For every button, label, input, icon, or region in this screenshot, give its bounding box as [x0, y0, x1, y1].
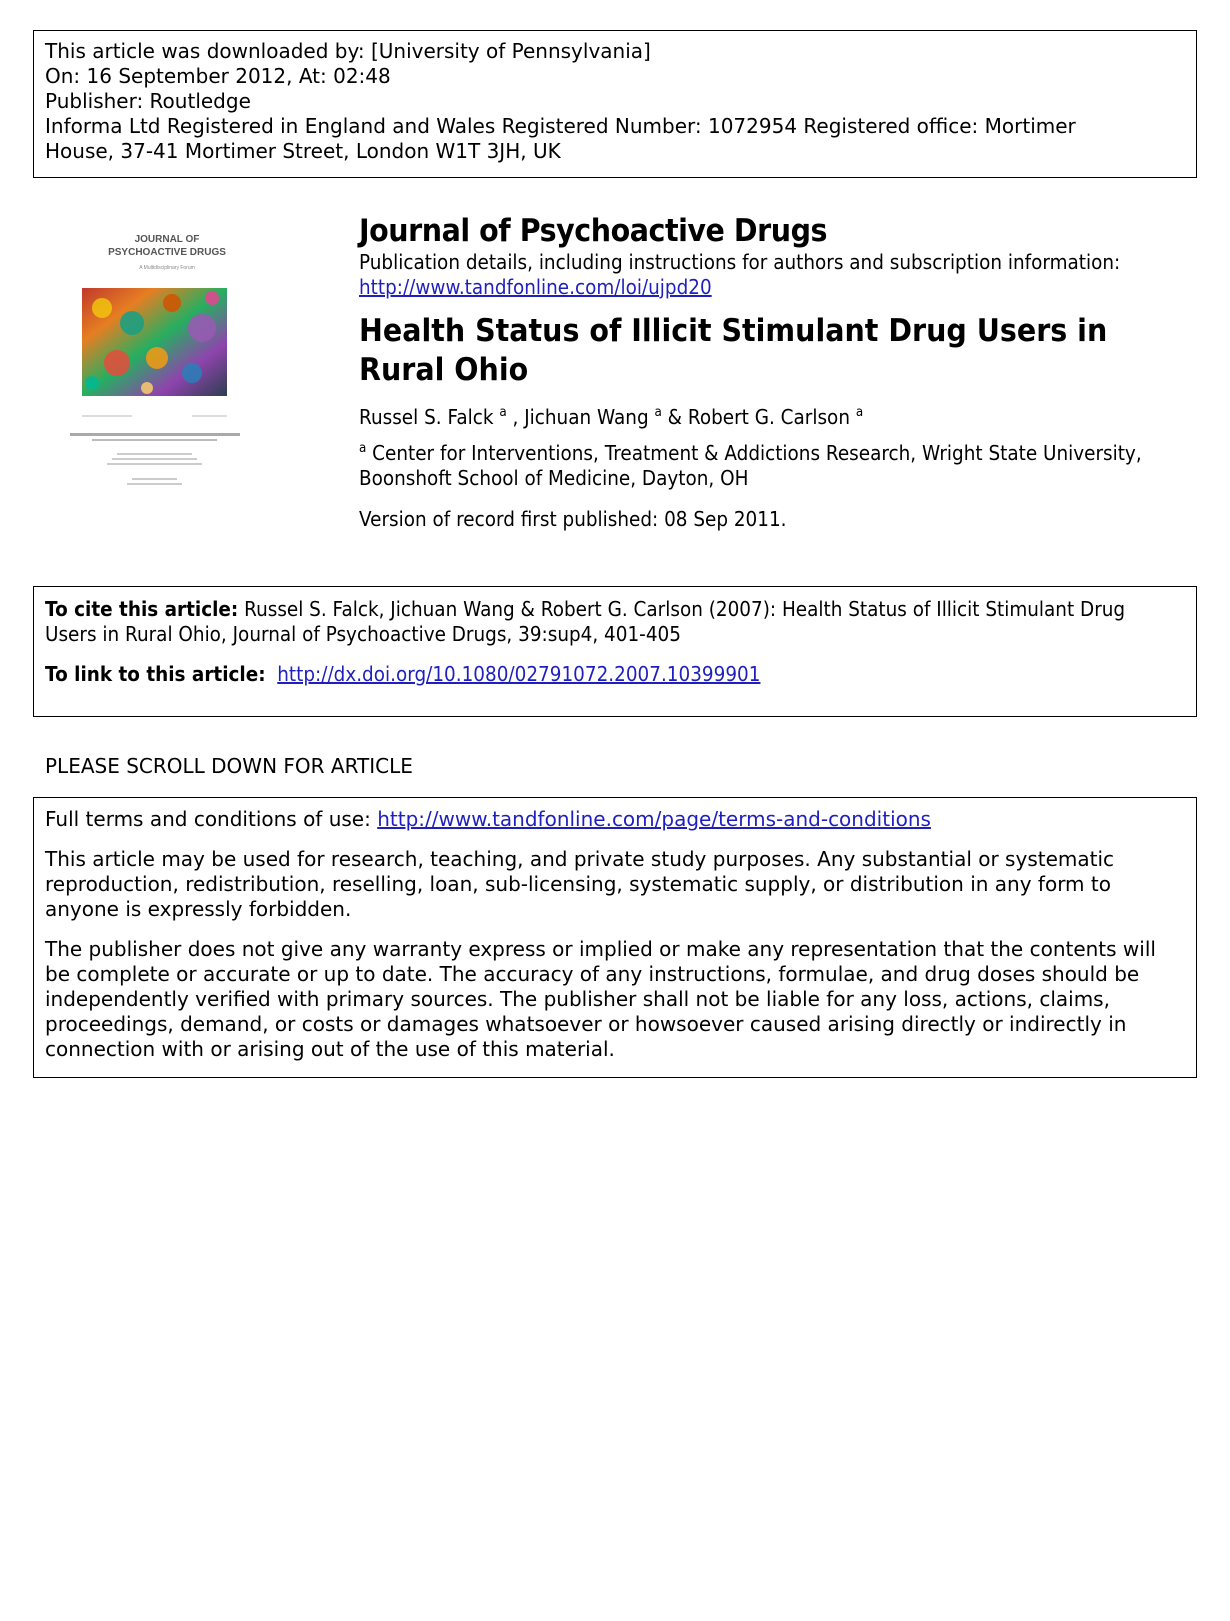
- author-2-affil-marker: a: [654, 405, 662, 420]
- download-line-5: House, 37-41 Mortimer Street, London W1T 3JH, UK: [45, 139, 561, 163]
- cover-subtitle: A Multidisciplinary Forum: [139, 265, 195, 271]
- cover-illustration: [62, 228, 272, 518]
- author-separator-1: ,: [506, 405, 525, 429]
- publication-details: Publication details, including instructions for authors and subscription information:: [359, 250, 1121, 274]
- citation-box: [33, 586, 1197, 717]
- terms-link[interactable]: http://www.tandfonline.com/page/terms-and-conditions: [377, 807, 931, 831]
- version-of-record: Version of record first published: 08 Sep 2011.: [359, 507, 787, 531]
- journal-url-link[interactable]: http://www.tandfonline.com/loi/ujpd20: [359, 275, 712, 299]
- download-line-2: On: 16 September 2012, At: 02:48: [45, 64, 391, 88]
- download-info-box: [33, 30, 1197, 178]
- terms-paragraph-1: This article may be used for research, teaching, and private study purposes. Any substantial or systematic reproduction, redistribution, reselling, loan, sub-licensing, systematic supply, or distribution in any form to anyone is expressly forbidden.: [45, 847, 1115, 921]
- author-3: Robert G. Carlson: [687, 405, 850, 429]
- cite-text: Russel S. Falck, Jichuan Wang & Robert G. Carlson (2007): Health Status of Illicit Stimulant Drug: [244, 597, 1126, 621]
- link-label: To link to this article:: [45, 662, 266, 686]
- terms-label: Full terms and conditions of use:: [45, 807, 371, 831]
- affiliation: [359, 436, 1169, 491]
- download-line-4: Informa Ltd Registered in England and Wales Registered Number: 1072954 Registered office: Mortimer: [45, 114, 1076, 138]
- cite-text-line2: Users in Rural Ohio, Journal of Psychoactive Drugs, 39:sup4, 401-405: [45, 622, 681, 646]
- article-title: Health Status of Illicit Stimulant Drug Users in Rural Ohio: [359, 313, 1108, 388]
- affiliation-marker: a: [359, 441, 367, 456]
- cite-label: To cite this article:: [45, 597, 239, 621]
- cover-title-line2: PSYCHOACTIVE DRUGS: [108, 247, 226, 258]
- author-separator-2: &: [661, 405, 688, 429]
- article-header: [359, 212, 1179, 532]
- journal-title: Journal of Psychoactive Drugs: [359, 213, 828, 249]
- affiliation-text: Center for Interventions, Treatment & Addictions Research, Wright State University, Boonshoft School of Medicine, Dayton, OH: [359, 441, 1142, 490]
- author-1-affil-marker: a: [499, 405, 507, 420]
- cover-title-line1: JOURNAL OF: [134, 234, 200, 245]
- terms-paragraph-2: The publisher does not give any warranty express or implied or make any representation that the contents will be complete or accurate or up to date. The accuracy of any instructions, formulae, and drug doses should be independently verified with primary sources. The publisher shall not be liable for any loss, actions, claims, proceedings, demand, or costs or damages whatsoever or howsoever caused arising directly or indirectly in connection with or arising out of the use of this material.: [45, 937, 1156, 1061]
- scroll-down-note: PLEASE SCROLL DOWN FOR ARTICLE: [45, 754, 413, 778]
- terms-box: [33, 797, 1197, 1078]
- download-line-3: Publisher: Routledge: [45, 89, 251, 113]
- author-1: Russel S. Falck: [359, 405, 494, 429]
- author-list: [359, 400, 1113, 430]
- author-3-affil-marker: a: [855, 405, 864, 420]
- journal-cover-image: [62, 228, 272, 518]
- download-line-1: This article was downloaded by: [University of Pennsylvania]: [45, 39, 651, 63]
- author-2: Jichuan Wang: [524, 405, 649, 429]
- doi-link[interactable]: http://dx.doi.org/10.1080/02791072.2007.10399901: [277, 662, 761, 686]
